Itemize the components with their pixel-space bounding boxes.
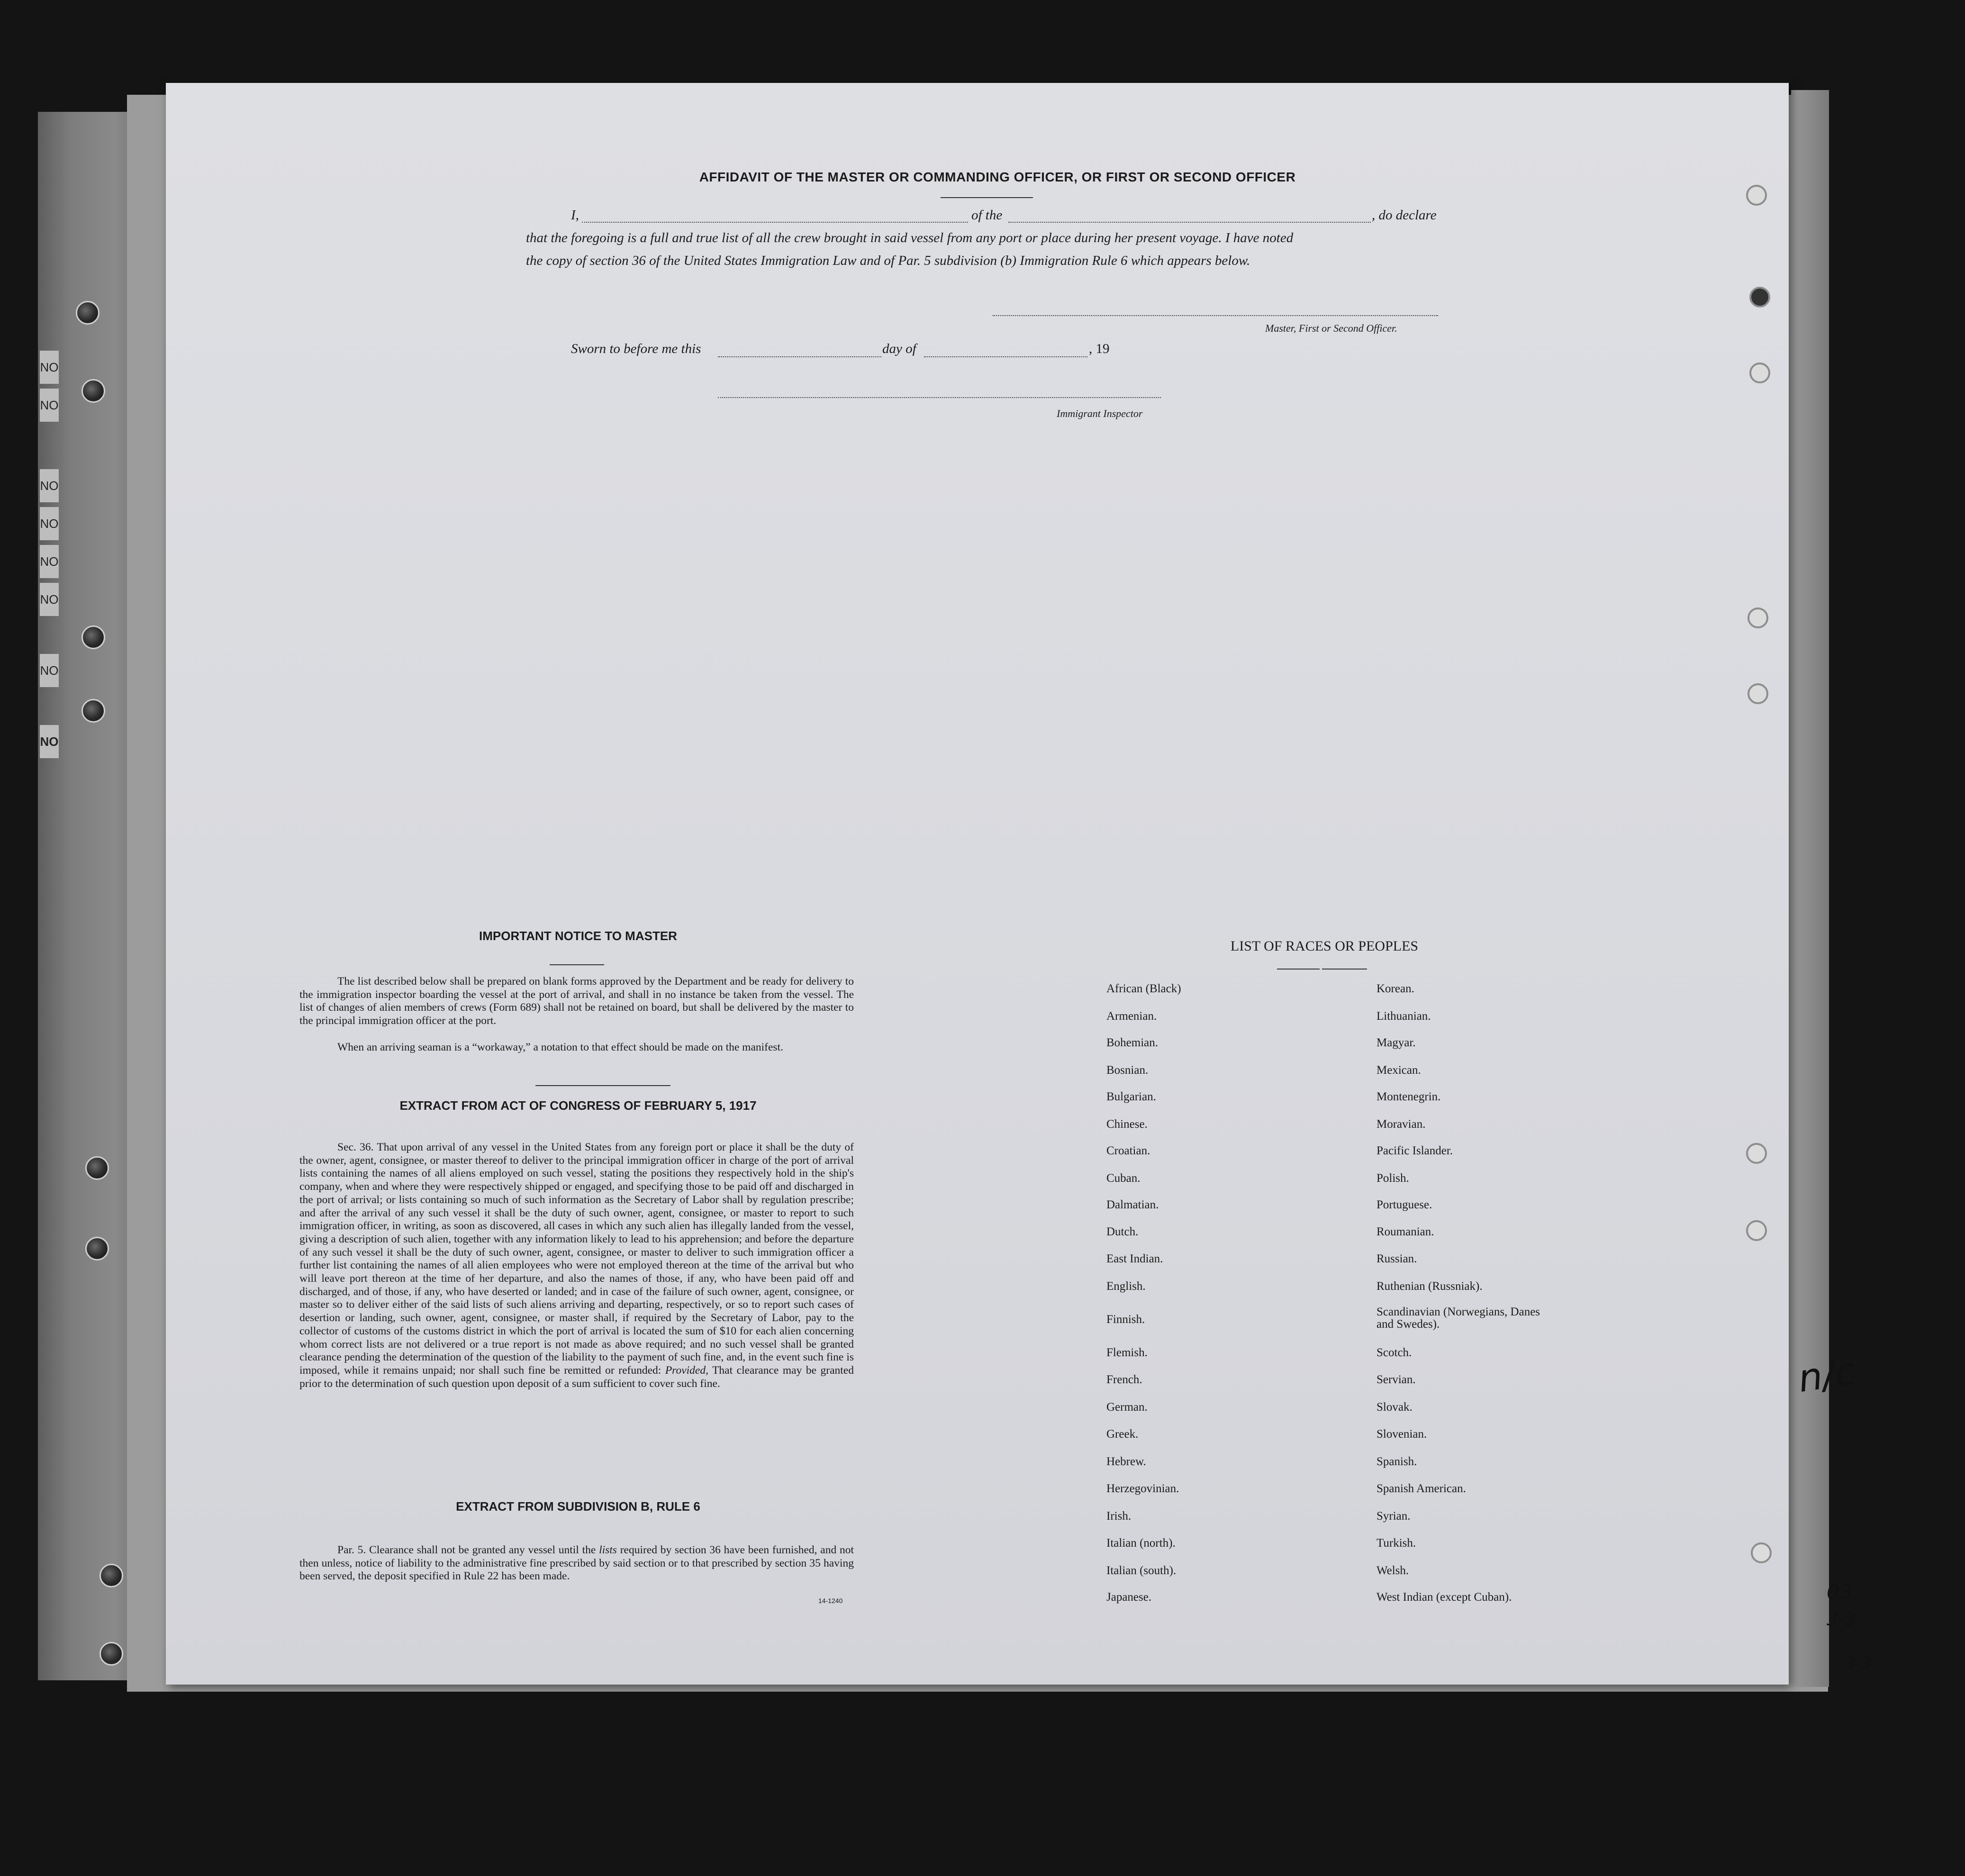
punch-hole [76, 301, 100, 325]
inspector-signature-line [718, 397, 1161, 398]
race-item: German. [1106, 1401, 1148, 1414]
race-item: Croatian. [1106, 1144, 1150, 1157]
affidavit-title: AFFIDAVIT OF THE MASTER OR COMMANDING OFFICER, OR FIRST OR SECOND OFFICER [699, 170, 1296, 184]
binder-ring [1748, 607, 1768, 628]
rule-text-b: required by section 36 have been furnished, and not then unless, notice of liability to the administrative fine prescribed by said section or to that prescribed by section 35 having been served, the deposit specified in Rule 22 has been made. [299, 1544, 854, 1583]
race-item: Portuguese. [1376, 1198, 1432, 1211]
affidavit-line1-i: I, [571, 208, 579, 223]
race-item: Scandinavian (Norwegians, Danes and Swedes). [1376, 1305, 1540, 1331]
vessel-blank [1008, 222, 1371, 223]
handwritten-mark-nc: n/c [1795, 1349, 1859, 1401]
binder-ring [1749, 363, 1770, 383]
binder-tab: NO [40, 725, 59, 758]
race-item: Irish. [1106, 1510, 1132, 1523]
handwritten-mark-03: 03 [1827, 1580, 1852, 1604]
section-36-text: That upon arrival of any vessel in the United States from any foreign port or place it shall be the duty of the owner, agent, consignee, or master thereof to deliver to the principal immigration officer in charge of the port of arrival lists containing the names of all aliens employed on such vessel, stating the positions they respectively hold in the ship's company, when and where they were respectively shipped or engaged, and specifying those to be paid off and discharged in the port of arrival; or lists containing so much of such information as the Secretary of Labor shall by regulation prescribe; and after the arrival of any such vessel it shall be the duty of such owner, agent, consignee, or master to report to such immigration officer, in writing, as soon as discovered, all cases in which any such alien has illegally landed from the vessel, giving a description of such alien, together with any information likely to lead to his apprehension; and before the departure of any such vessel it shall be the duty of such owner, agent, consignee, or master to deliver to such immigration officer a further list containing the names of all alien employees who were not employed thereon at the time of the arrival but who will leave port thereon at the time of her departure, and also the names of those, if any, who have been paid off and discharged, and of those, if any, who have deserted or landed; and in case of the failure of such owner, agent, consignee, or master so to deliver either of the said lists of such aliens arriving and departing, respectively, or so to report such cases of desertion or landing, such owner, agent, consignee, or master shall, if required by the Secretary of Labor, pay to the collector of customs of the customs district in which the port of arrival is located the sum of $10 for each alien concerning whom correct lists are not delivered or a true report is not made as above required; and no such vessel shall be granted clearance pending the determination of the question of the liability to the payment of such fine, and, in the event such fine is imposed, while it remains unpaid; nor shall such fine be remitted or refunded: [299, 1141, 854, 1377]
race-item: East Indian. [1106, 1252, 1163, 1265]
punch-hole [85, 1156, 109, 1180]
binder-ring [1748, 683, 1768, 704]
race-item: Bohemian. [1106, 1036, 1159, 1049]
notice-para1-text: The list described below shall be prepared on blank forms approved by the Department and be ready for delivery to the immigration inspector boarding the vessel at the port of arrival, and shall in no instance be taken from the vessel. The list of changes of alien members of crews (Form 689) shall not be retained on board, but shall be delivered by the master to the principal immigration officer at the port. [299, 975, 854, 1027]
binder-tab: NO [40, 351, 59, 384]
race-item: Polish. [1376, 1172, 1409, 1185]
binder-tab: NO [40, 583, 59, 616]
race-item: Bulgarian. [1106, 1090, 1156, 1103]
races-title: LIST OF RACES OR PEOPLES [1230, 938, 1419, 954]
race-item: French. [1106, 1373, 1142, 1386]
binder-ring [1749, 287, 1770, 308]
affidavit-line2: that the foregoing is a full and true list of all the crew brought in said vessel from any port or place during her present voyage. I have noted [526, 230, 1294, 245]
inspector-caption: Immigrant Inspector [1057, 408, 1143, 419]
race-item: Spanish. [1376, 1455, 1417, 1468]
punch-hole [81, 699, 105, 723]
race-item: West Indian (except Cuban). [1376, 1591, 1512, 1604]
race-item: Mexican. [1376, 1064, 1421, 1077]
race-item: Moravian. [1376, 1118, 1426, 1131]
race-item: Montenegrin. [1376, 1090, 1441, 1103]
form-number: 14-1240 [818, 1597, 843, 1604]
punch-hole [81, 379, 105, 403]
affidavit-line1-declare: , do declare [1372, 208, 1437, 223]
race-item: Pacific Islander. [1376, 1144, 1453, 1157]
race-item: Chinese. [1106, 1118, 1148, 1131]
right-binder-strip [1791, 90, 1829, 1687]
race-item: Servian. [1376, 1373, 1416, 1386]
race-item: Italian (north). [1106, 1537, 1176, 1550]
extract-rule-title: EXTRACT FROM SUBDIVISION B, RULE 6 [456, 1499, 700, 1513]
race-item: Scotch. [1376, 1346, 1412, 1359]
race-item: English. [1106, 1280, 1146, 1293]
extract-rule-body [299, 1544, 854, 1583]
notice-para2-text: When an arriving seaman is a “workaway,” a notation to that effect should be made on the manifest. [337, 1041, 783, 1053]
race-item: Turkish. [1376, 1537, 1416, 1550]
race-item: Greek. [1106, 1428, 1139, 1441]
punch-hole [81, 625, 105, 649]
binder-tab: NO [40, 389, 59, 422]
binder-ring [1746, 185, 1767, 206]
race-item: Spanish American. [1376, 1482, 1466, 1495]
race-item: Slovak. [1376, 1401, 1413, 1414]
race-item: Korean. [1376, 982, 1414, 995]
race-item: Italian (south). [1106, 1564, 1177, 1577]
race-item: Cuban. [1106, 1172, 1141, 1185]
punch-hole [85, 1237, 109, 1260]
race-item: Magyar. [1376, 1036, 1416, 1049]
notice-divider [535, 1085, 670, 1086]
race-item: Bosnian. [1106, 1064, 1149, 1077]
extract-act-title: EXTRACT FROM ACT OF CONGRESS OF FEBRUARY 5, 1917 [399, 1098, 757, 1113]
races-rule-b [1322, 969, 1367, 970]
section-label: Sec. 36. [337, 1141, 374, 1153]
race-item: Dalmatian. [1106, 1198, 1159, 1211]
sworn-date-blank [718, 356, 881, 357]
race-item: Russian. [1376, 1252, 1417, 1265]
rule-lists-word: lists [599, 1544, 617, 1556]
binder-ring [1746, 1143, 1767, 1164]
notice-rule [550, 964, 604, 965]
race-item: Dutch. [1106, 1225, 1139, 1238]
race-item: Finnish. [1106, 1313, 1145, 1326]
race-item: Armenian. [1106, 1010, 1157, 1023]
extract-act-body [299, 1141, 854, 1390]
punch-hole [100, 1642, 123, 1666]
punch-hole [100, 1564, 123, 1587]
binder-tab: NO [40, 507, 59, 540]
race-item: Roumanian. [1376, 1225, 1434, 1238]
section-36-tail: That clearance may be granted prior to the determination of such question upon deposit of a sum sufficient to cover such fine. [299, 1364, 854, 1390]
sworn-day-of: day of [882, 341, 916, 356]
sworn-month-blank [924, 356, 1087, 357]
race-item: Japanese. [1106, 1591, 1152, 1604]
race-item: Ruthenian (Russniak). [1376, 1280, 1483, 1293]
race-item: Hebrew. [1106, 1455, 1146, 1468]
races-rule-a [1277, 969, 1320, 970]
signature-caption: Master, First or Second Officer. [1265, 322, 1397, 334]
race-item: Slovenian. [1376, 1428, 1427, 1441]
race-item: Lithuanian. [1376, 1010, 1431, 1023]
handwritten-mark-3-3: 3-3 [1827, 1609, 1856, 1630]
binder-ring [1751, 1542, 1772, 1563]
sworn-prefix: Sworn to before me this [571, 341, 701, 356]
race-item: Welsh. [1376, 1564, 1409, 1577]
rule-text-a: Par. 5. Clearance shall not be granted any vessel until the [337, 1544, 596, 1556]
race-item: Herzegovinian. [1106, 1482, 1179, 1495]
handwritten-mark-3-3-lower: 3-3 [1846, 1654, 1872, 1673]
race-item: Flemish. [1106, 1346, 1148, 1359]
notice-paragraph-1 [299, 975, 854, 1028]
document-page [166, 83, 1789, 1685]
binder-tab: NO [40, 654, 59, 687]
title-rule [941, 197, 1033, 198]
notice-title: IMPORTANT NOTICE TO MASTER [479, 929, 677, 943]
provided-text: Provided, [665, 1364, 708, 1377]
affidavit-line1-of-the: of the [971, 208, 1003, 223]
signature-line [993, 315, 1438, 316]
race-item: African (Black) [1106, 982, 1181, 995]
binder-ring [1746, 1220, 1767, 1241]
notice-paragraph-2 [299, 1041, 854, 1054]
binder-tab: NO [40, 545, 59, 578]
name-blank [582, 222, 968, 223]
binder-tab: NO [40, 469, 59, 502]
race-item: Syrian. [1376, 1510, 1411, 1523]
sworn-year: , 19 [1089, 341, 1110, 356]
affidavit-line3: the copy of section 36 of the United States Immigration Law and of Par. 5 subdivision (b) Immigration Rule 6 which appears below. [526, 253, 1250, 268]
